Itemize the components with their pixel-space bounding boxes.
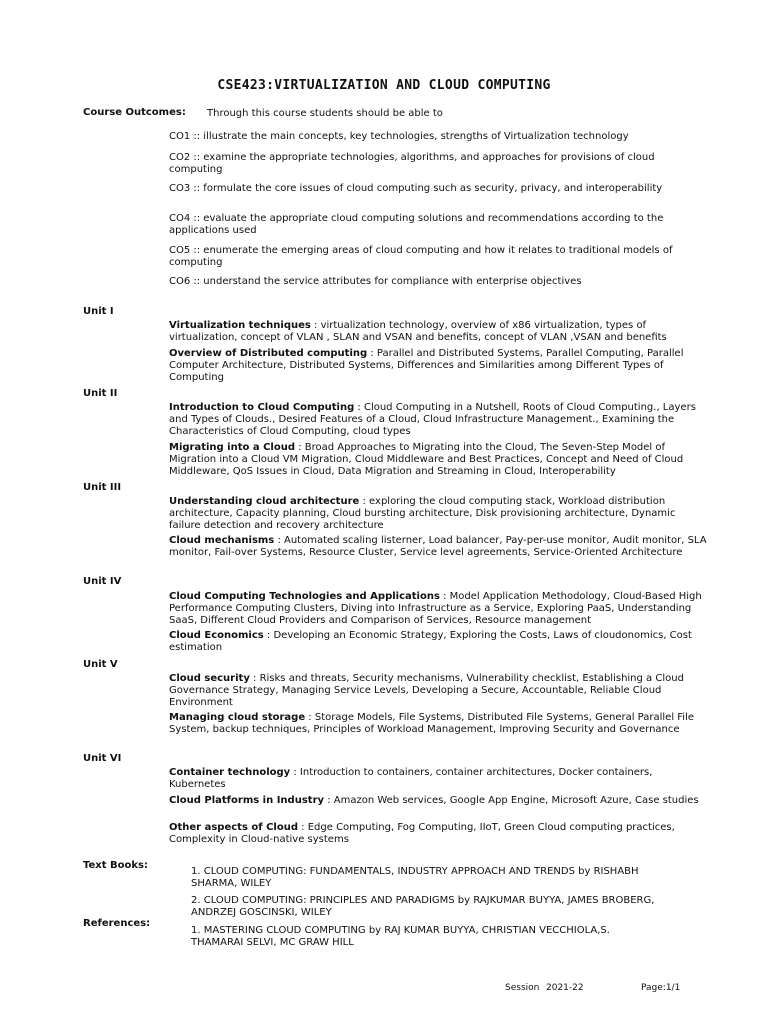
topic-heading: Cloud security [169,673,250,684]
course-outcome-item: CO4 :: evaluate the appropriate cloud computing solutions and recommendations according to the applications used [169,213,664,236]
unit-topic: Cloud Platforms in Industry : Amazon Web services, Google App Engine, Microsoft Azure, Case studies [169,795,699,806]
topic-text: Broad Approaches to Migrating into the Cloud, The Seven-Step Model of Migration into a Cloud VM Migration, Cloud Middleware and Best Practices, Concept and Need of Cloud Middleware, QoS Issues in Cloud, Data Migration and Streaming in Cloud, Interoperability [169,442,684,477]
course-outcome-item: CO3 :: formulate the core issues of cloud computing such as security, privacy, and interoperability [169,183,663,194]
course-outcomes-intro: Through this course students should be able to [207,108,443,119]
topic-heading: Cloud Computing Technologies and Applications [169,591,440,602]
topic-heading: Overview of Distributed computing [169,348,368,359]
unit-topic: Container technology : Introduction to containers, container architectures, Docker containers, Kubernetes [169,767,653,790]
page-number: Page:1/1 [641,983,681,993]
topic-heading: Virtualization techniques [169,320,311,331]
unit-topic: Introduction to Cloud Computing : Cloud Computing in a Nutshell, Roots of Cloud Computing., Layers and Types of Clouds., Desired Features of a Cloud, Cloud Infrastructure Management., Examining the Characteristics of Cloud Computing, cloud types [169,402,696,437]
topic-heading: Managing cloud storage [169,712,306,723]
topic-heading: Cloud mechanisms [169,535,275,546]
topic-text: virtualization technology, overview of x86 virtualization, types of virtualization, concept of VLAN , SLAN and VSAN and benefits, concept of VLAN ,VSAN and benefits [169,320,667,343]
unit-label: Unit I [83,306,114,317]
topic-heading: Migrating into a Cloud [169,442,296,453]
unit-label: Unit V [83,659,118,670]
topic-text: Cloud Computing in a Nutshell, Roots of Cloud Computing., Layers and Types of Clouds., Desired Features of a Cloud, Cloud Infrastructure Management., Examining the Characteristics of Cloud Computing, cloud types [169,402,696,437]
unit-topic: Other aspects of Cloud : Edge Computing, Fog Computing, IIoT, Green Cloud computing practices, Complexity in Cloud-native systems [169,822,675,845]
topic-heading: Introduction to Cloud Computing [169,402,355,413]
unit-topic: Managing cloud storage : Storage Models, File Systems, Distributed File Systems, General Parallel File System, backup techniques, Principles of Workload Management, Improving Security and Governance [169,712,695,735]
references-label: References: [83,918,151,929]
session-value: 2021-22 [546,983,584,993]
text-book-item: 1. CLOUD COMPUTING: FUNDAMENTALS, INDUSTRY APPROACH AND TRENDS by RISHABH SHARMA, WILEY [191,866,639,889]
topic-heading: Cloud Platforms in Industry [169,795,325,806]
topic-text: Developing an Economic Strategy, Exploring the Costs, Laws of cloudonomics, Cost estimation [169,630,692,653]
unit-topic: Cloud mechanisms : Automated scaling listerner, Load balancer, Pay-per-use monitor, Audit monitor, SLA monitor, Fail-over Systems, Resource Cluster, Service level agreements, Service-Oriented Architecture [169,535,707,558]
topic-heading: Understanding cloud architecture [169,496,360,507]
topic-text: Edge Computing, Fog Computing, IIoT, Green Cloud computing practices, Complexity in Cloud-native systems [169,822,675,845]
course-title: CSE423:VIRTUALIZATION AND CLOUD COMPUTING [217,78,551,93]
course-outcomes-label: Course Outcomes: [83,107,186,118]
topic-heading: Cloud Economics [169,630,264,641]
unit-label: Unit II [83,388,118,399]
course-outcome-item: CO2 :: examine the appropriate technologies, algorithms, and approaches for provisions of cloud computing [169,152,655,175]
topic-text: exploring the cloud computing stack, Workload distribution architecture, Capacity planning, Cloud bursting architecture, Disk provisioning architecture, Dynamic failure detection and recovery architecture [169,496,676,531]
topic-text: Amazon Web services, Google App Engine, Microsoft Azure, Case studies [333,795,699,806]
topic-text: Parallel and Distributed Systems, Parallel Computing, Parallel Computer Architecture, Distributed Systems, Differences and Similarities among Different Types of Computing [169,348,684,383]
unit-topic: Cloud security : Risks and threats, Security mechanisms, Vulnerability checklist, Establishing a Cloud Governance Strategy, Managing Service Levels, Developing a Secure, Accountable, Reliable Cloud Environment [169,673,684,708]
reference-item: 1. MASTERING CLOUD COMPUTING by RAJ KUMAR BUYYA, CHRISTIAN VECCHIOLA,S. THAMARAI SELVI, MC GRAW HILL [191,925,610,948]
unit-label: Unit III [83,482,122,493]
topic-text: Storage Models, File Systems, Distributed File Systems, General Parallel File System, backup techniques, Principles of Workload Management, Improving Security and Governance [169,712,695,735]
topic-text: Risks and threats, Security mechanisms, Vulnerability checklist, Establishing a Cloud Governance Strategy, Managing Service Levels, Developing a Secure, Accountable, Reliable Cloud Environment [169,673,684,708]
topic-text: Model Application Methodology, Cloud-Based High Performance Computing Clusters, Diving into Infrastructure as a Service, Exploring PaaS, Understanding SaaS, Different Cloud Providers and Comparison of Services, Resource management [169,591,702,626]
topic-text: Introduction to containers, container architectures, Docker containers, Kubernetes [169,767,653,790]
session-label: Session [505,983,540,993]
unit-topic: Cloud Economics : Developing an Economic Strategy, Exploring the Costs, Laws of cloudonomics, Cost estimation [169,630,692,653]
course-outcome-item: CO6 :: understand the service attributes for compliance with enterprise objectives [169,276,582,287]
unit-topic: Virtualization techniques : virtualization technology, overview of x86 virtualization, types of virtualization, concept of VLAN , SLAN and VSAN and benefits, concept of VLAN ,VSAN and benefits [169,320,667,343]
topic-text: Automated scaling listerner, Load balancer, Pay-per-use monitor, Audit monitor, SLA monitor, Fail-over Systems, Resource Cluster, Service level agreements, Service-Oriented Architecture [169,535,707,558]
course-outcome-item: CO1 :: illustrate the main concepts, key technologies, strengths of Virtualization technology [169,131,629,142]
unit-topic: Understanding cloud architecture : exploring the cloud computing stack, Workload distribution architecture, Capacity planning, Cloud bursting architecture, Disk provisioning architecture, Dynamic failure detection and recovery architecture [169,496,676,531]
topic-heading: Other aspects of Cloud [169,822,298,833]
unit-topic: Overview of Distributed computing : Parallel and Distributed Systems, Parallel Computing, Parallel Computer Architecture, Distributed Systems, Differences and Similarities among Different Types of Computing [169,348,684,383]
unit-label: Unit VI [83,753,122,764]
topic-heading: Container technology [169,767,291,778]
course-outcome-item: CO5 :: enumerate the emerging areas of cloud computing and how it relates to traditional models of computing [169,245,673,268]
unit-label: Unit IV [83,576,122,587]
text-books-label: Text Books: [83,860,148,871]
unit-topic: Migrating into a Cloud : Broad Approaches to Migrating into the Cloud, The Seven-Step Model of Migration into a Cloud VM Migration, Cloud Middleware and Best Practices, Concept and Need of Cloud Middleware, QoS Issues in Cloud, Data Migration and Streaming in Cloud, Interoperability [169,442,684,477]
text-book-item: 2. CLOUD COMPUTING: PRINCIPLES AND PARADIGMS by RAJKUMAR BUYYA, JAMES BROBERG, ANDRZEJ GOSCINSKI, WILEY [191,895,655,918]
unit-topic: Cloud Computing Technologies and Applications : Model Application Methodology, Cloud-Based High Performance Computing Clusters, Diving into Infrastructure as a Service, Exploring PaaS, Understanding SaaS, Different Cloud Providers and Comparison of Services, Resource management [169,591,702,626]
